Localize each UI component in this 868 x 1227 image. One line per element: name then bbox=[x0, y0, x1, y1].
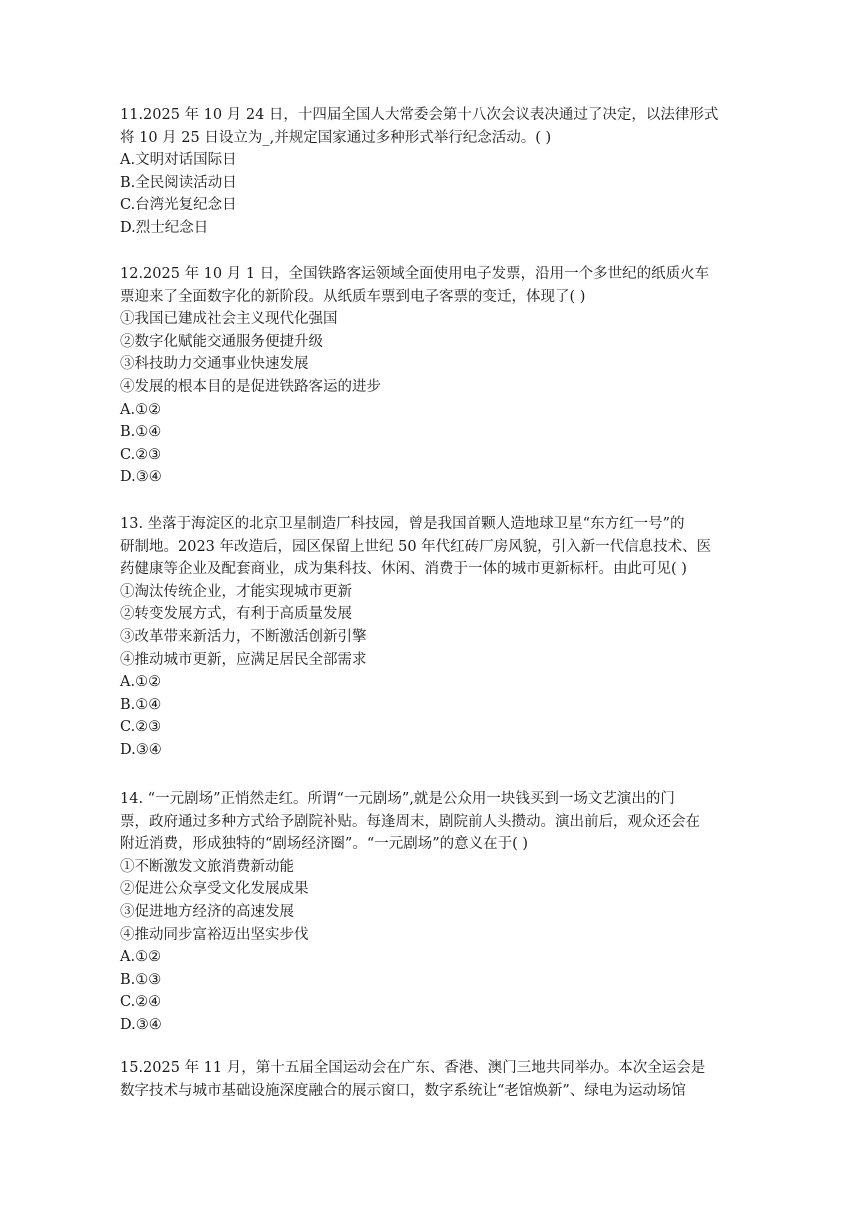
statement-3: ③促进地方经济的高速发展 bbox=[120, 903, 294, 920]
statement-3: ③科技助力交通事业快速发展 bbox=[120, 356, 309, 373]
option-c: C.②④ bbox=[120, 994, 162, 1011]
option-c: C.台湾光复纪念日 bbox=[120, 197, 237, 214]
stem-line: 15.2025 年 11 月，第十五届全国运动会在广东、香港、澳门三地共同举办。本次全运会是 bbox=[120, 1060, 706, 1076]
question-13 bbox=[120, 513, 748, 762]
stem-line: 研制地。2023 年改造后，园区保留上世纪 50 年代红砖厂房风貌，引入新一代信息技术、医 bbox=[120, 538, 712, 555]
statement-2: ②促进公众享受文化发展成果 bbox=[120, 881, 309, 898]
question-stem bbox=[120, 263, 748, 308]
statement-1: ①我国已建成社会主义现代化强国 bbox=[120, 311, 338, 328]
stem-line: 附近消费，形成独特的“剧场经济圈”。“一元剧场”的意义在于( ) bbox=[120, 836, 529, 853]
statement-2: ②转变发展方式，有利于高质量发展 bbox=[120, 606, 352, 623]
statement-1: ①不断激发文旅消费新动能 bbox=[120, 858, 294, 875]
option-b: B.①④ bbox=[120, 424, 162, 441]
stem-line: 药健康等企业及配套商业，成为集科技、休闲、消费于一体的城市更新标杆。由此可见( ) bbox=[120, 561, 687, 578]
option-a: A.①② bbox=[120, 949, 162, 966]
stem-line: 11.2025 年 10 月 24 日，十四届全国人大常委会第十八次会议表决通过了决定，以法律形式 bbox=[120, 107, 719, 123]
question-11 bbox=[120, 104, 748, 240]
statement-4: ④推动城市更新，应满足居民全部需求 bbox=[120, 651, 367, 668]
statement-4: ④发展的根本目的是促进铁路客运的进步 bbox=[120, 378, 381, 395]
question-15 bbox=[120, 1057, 748, 1102]
question-stem bbox=[120, 788, 748, 856]
option-d: D.③④ bbox=[120, 1016, 162, 1033]
statement-2: ②数字化赋能交通服务便捷升级 bbox=[120, 333, 323, 350]
option-a: A.①② bbox=[120, 401, 162, 418]
stem-line: 票迎来了全面数字化的新阶段。从纸质车票到电子客票的变迁，体现了( ) bbox=[120, 288, 586, 305]
option-d: D.烈士纪念日 bbox=[120, 219, 209, 236]
stem-line: 14. “一元剧场”正悄然走红。所谓“一元剧场”,就是公众用一块钱买到一场文艺演出的门 bbox=[120, 791, 675, 807]
question-12 bbox=[120, 263, 748, 489]
statement-3: ③改革带来新活力，不断激活创新引擎 bbox=[120, 628, 367, 645]
option-b: B.①③ bbox=[120, 971, 162, 988]
stem-line: 数字技术与城市基础设施深度融合的展示窗口，数字系统让“老馆焕新”、绿电为运动场馆 bbox=[120, 1082, 686, 1099]
option-a: A.文明对话国际日 bbox=[120, 152, 237, 169]
question-stem bbox=[120, 104, 748, 149]
option-a: A.①② bbox=[120, 674, 162, 691]
option-c: C.②③ bbox=[120, 719, 162, 736]
statement-4: ④推动同步富裕迈出坚实步伐 bbox=[120, 926, 309, 943]
statement-1: ①淘汰传统企业，才能实现城市更新 bbox=[120, 583, 352, 600]
stem-line: 票，政府通过多种方式给予剧院补贴。每逢周末，剧院前人头攒动。演出前后，观众还会在 bbox=[120, 813, 700, 830]
option-b: B.①④ bbox=[120, 696, 162, 713]
option-d: D.③④ bbox=[120, 741, 162, 758]
option-d: D.③④ bbox=[120, 469, 162, 486]
question-stem bbox=[120, 1057, 748, 1102]
stem-line: 12.2025 年 10 月 1 日，全国铁路客运领域全面使用电子发票，沿用一个多世纪的纸质火车 bbox=[120, 266, 710, 282]
question-stem bbox=[120, 513, 748, 581]
question-14 bbox=[120, 788, 748, 1037]
stem-line: 13. 坐落于海淀区的北京卫星制造厂科技园，曾是我国首颗人造地球卫星“东方红一号”的 bbox=[120, 516, 685, 532]
stem-line: 将 10 月 25 日设立为_,并规定国家通过多种形式举行纪念活动。( ) bbox=[120, 129, 552, 146]
option-c: C.②③ bbox=[120, 446, 162, 463]
option-b: B.全民阅读活动日 bbox=[120, 174, 237, 191]
